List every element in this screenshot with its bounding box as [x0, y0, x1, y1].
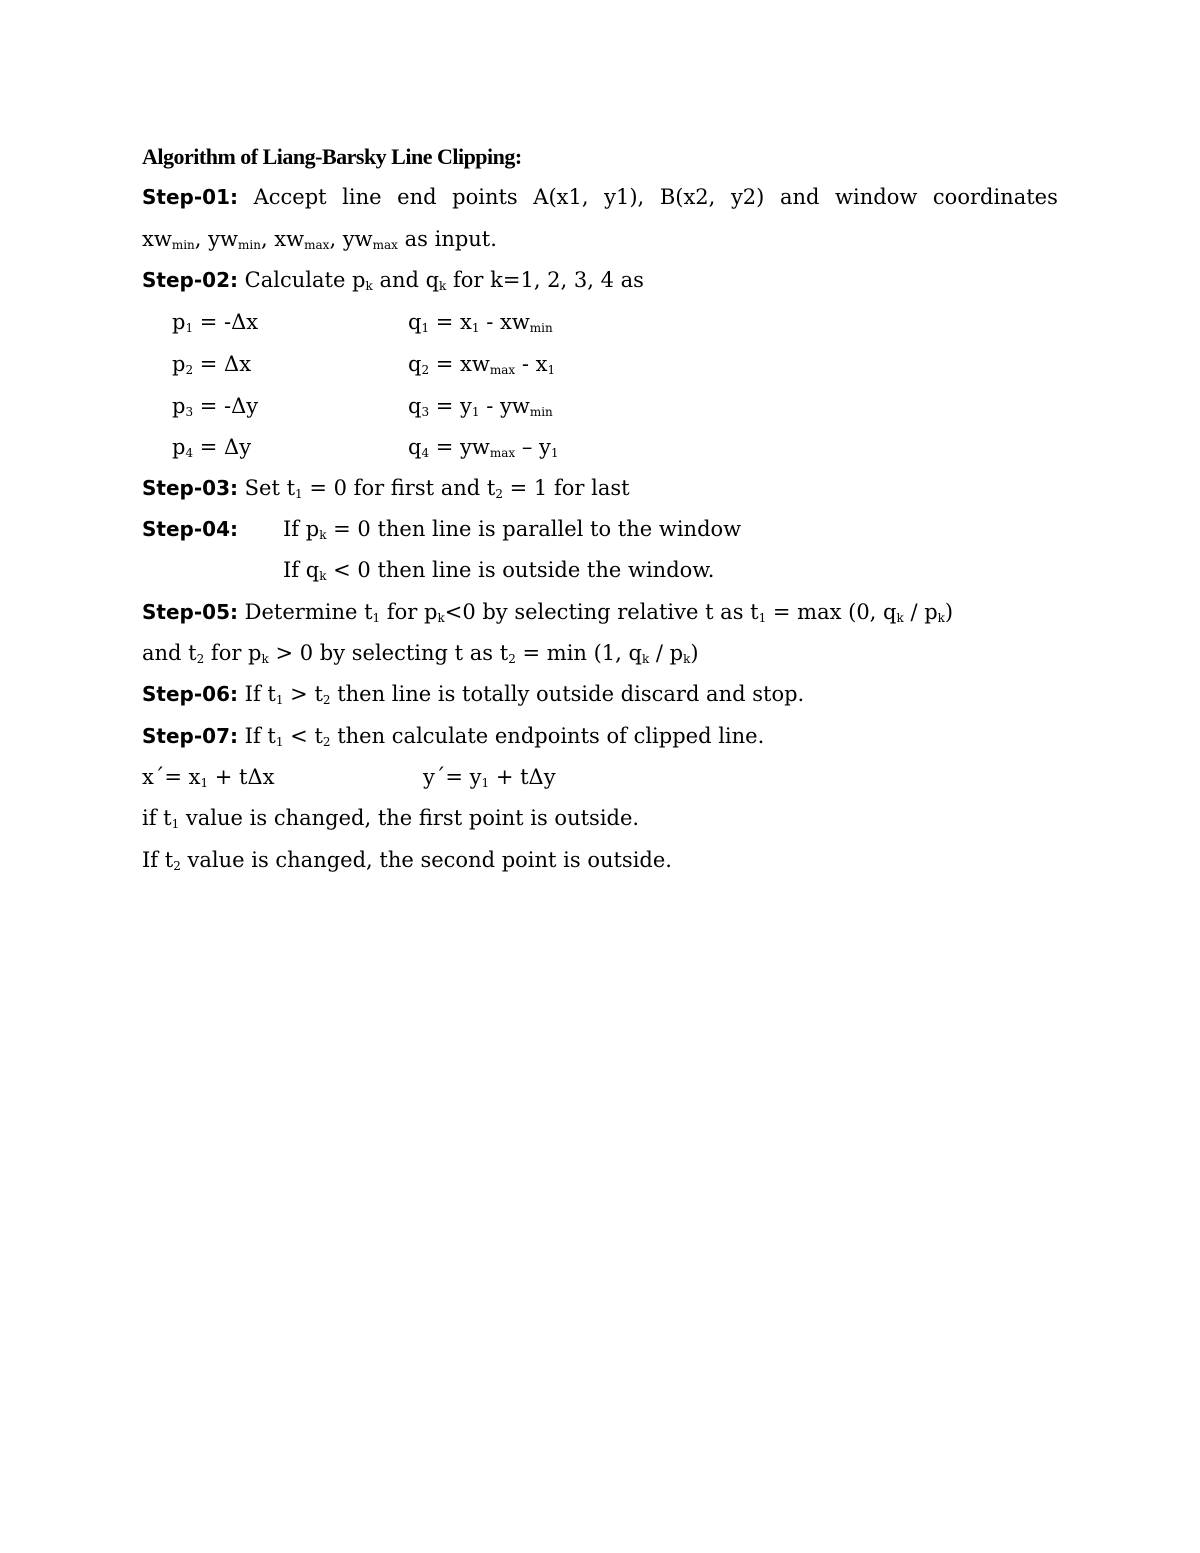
step-03-line: Step-03: Set $t_1 = 0$ for first and $t_2 = 1$ for last	[142, 476, 630, 501]
p-equation: $p_3 = -\Delta y$	[172, 394, 259, 419]
y-endpoint-equation: $y΄= y_1 + t\Delta y$	[423, 765, 556, 790]
p-equation: $p_1 = -\Delta x$	[172, 310, 259, 335]
step-04-label: Step-04:	[142, 517, 238, 541]
step-01-word: Accept	[253, 185, 327, 209]
document-title: Algorithm of Liang-Barsky Line Clipping:	[142, 144, 522, 169]
step-05-label: Step-05:	[142, 600, 238, 624]
step-05-line-1: Step-05: Determine $t_1$ for $p_k<0$ by selecting relative t as $t_1 = \max (0$, $q_k / p_k$)	[142, 600, 954, 625]
step-02-line: Step-02: Calculate $p_k$ and $q_k$ for k=1, 2, 3, 4 as	[142, 268, 644, 293]
step-06-label: Step-06:	[142, 682, 238, 706]
step-01-word: coordinates	[932, 185, 1058, 209]
p-equation: $p_2 = \Delta x$	[172, 352, 252, 377]
step-04-line-2: If $q_k < 0$ then line is outside the window.	[283, 558, 715, 583]
endpoint-equations	[0, 763, 1200, 791]
step-01-word: A(x1,	[533, 185, 589, 209]
x-endpoint-equation: $x΄= x_1 + t\Delta x$	[142, 765, 275, 790]
step-01-word: and	[779, 185, 820, 209]
step-06-line: Step-06: If $t_1 > t_2$ then line is totally outside discard and stop.	[142, 682, 805, 707]
window-coordinates-line: $xw_{min}$, $yw_{min}$, $xw_{max}$, $yw_{max}$ as input.	[142, 227, 497, 252]
step-01-word: y2)	[730, 185, 765, 209]
equation-row-2	[0, 350, 1200, 378]
step-01-word: points	[452, 185, 518, 209]
q-equation: $q_4 = yw_{max} - y_1$	[408, 435, 559, 460]
step-01-word: end	[397, 185, 437, 209]
q-equation: $q_1 = x_1 - xw_{min}$	[408, 310, 553, 335]
equation-row-4	[0, 433, 1200, 461]
step-07-line: Step-07: If $t_1 < t_2$ then calculate endpoints of clipped line.	[142, 724, 765, 749]
step-05-line-2: and $t_2$ for $p_k > 0$ by selecting t as $t_2 = \min (1$, $q_k / p_k$)	[142, 641, 699, 666]
p-equation: $p_4 = \Delta y$	[172, 435, 252, 460]
step-01-line-1	[142, 183, 1058, 211]
step-01-word: y1),	[604, 185, 645, 209]
equation-row-3	[0, 392, 1200, 420]
step-07-label: Step-07:	[142, 724, 238, 748]
note-first-point: if $t_1$ value is changed, the first point is outside.	[142, 806, 640, 831]
equation-row-1	[0, 308, 1200, 336]
step-01-word: line	[342, 185, 382, 209]
q-equation: $q_3 = y_1 - yw_{min}$	[408, 394, 553, 419]
note-second-point: If $t_2$ value is changed, the second point is outside.	[142, 848, 672, 873]
step-04-line-1: Step-04: If $p_k = 0$ then line is parallel to the window	[142, 517, 742, 542]
step-03-label: Step-03:	[142, 476, 238, 500]
step-01-label: Step-01:	[142, 185, 238, 209]
step-01-word: window	[835, 185, 918, 209]
step-02-label: Step-02:	[142, 268, 238, 292]
step-01-word: B(x2,	[659, 185, 716, 209]
q-equation: $q_2 = xw_{max} - x_1$	[408, 352, 556, 377]
